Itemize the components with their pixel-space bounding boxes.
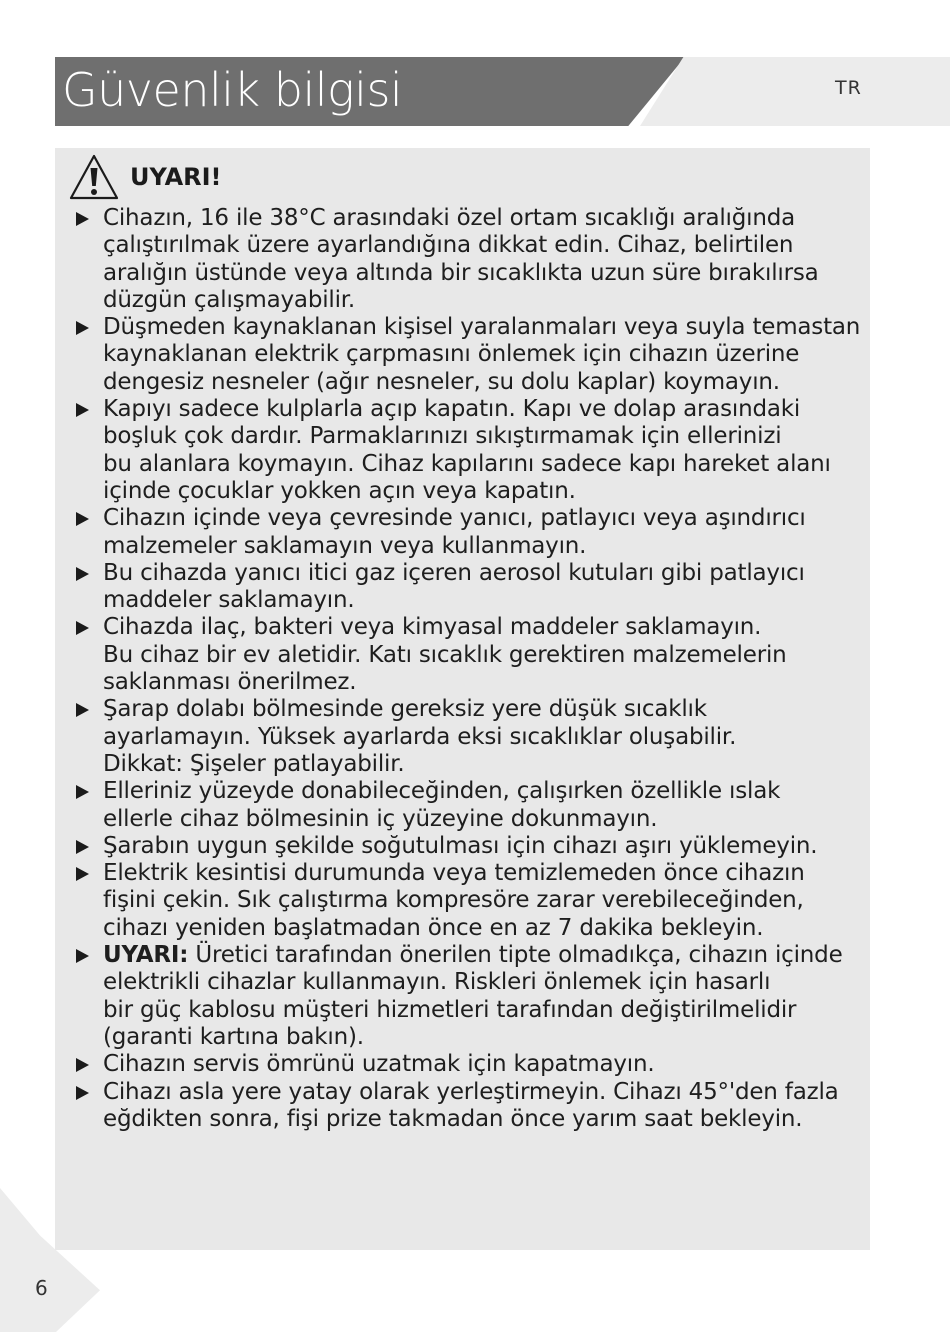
bullet-arrow-icon: [76, 403, 89, 417]
page-number: 6: [35, 1276, 48, 1300]
warning-list-item: [70, 696, 870, 778]
warning-item-line: Cihazı asla yere yatay olarak yerleştirmeyin. Cihazı 45°'den fazla: [103, 1078, 839, 1105]
warning-item-line: boşluk çok dardır. Parmaklarınızı sıkıştırmamak için ellerinizi: [103, 423, 782, 450]
warning-prefix: UYARI:: [103, 942, 189, 969]
warning-item-line: ellerle cihaz bölmesinin iç yüzeyine dokunmayın.: [103, 805, 658, 832]
warning-item-line: Elleriniz yüzeyde donabileceğinden, çalışırken özellikle ıslak: [103, 778, 781, 805]
bullet-arrow-icon: [76, 1086, 89, 1100]
warning-item-line: maddeler saklamayın.: [103, 587, 355, 614]
warning-item-line: Şarap dolabı bölmesinde gereksiz yere düşük sıcaklık: [103, 696, 707, 723]
language-tab: [640, 57, 950, 126]
warning-item-line: Düşmeden kaynaklanan kişisel yaralanmaları veya suyla temastan: [103, 314, 861, 341]
warning-list-item: [70, 614, 870, 696]
warning-list-item: [70, 314, 870, 396]
warning-list-item: [70, 1079, 870, 1134]
warning-title: UYARI!: [130, 163, 222, 191]
warning-item-line: saklanması önerilmez.: [103, 669, 357, 696]
warning-item-line: eğdikten sonra, fişi prize takmadan önce yarım saat bekleyin.: [103, 1105, 803, 1132]
bullet-arrow-icon: [76, 949, 89, 963]
warning-item-line: Şarabın uygun şekilde soğutulması için cihazı aşırı yüklemeyin.: [103, 832, 818, 859]
warning-item-line: Cihazın içinde veya çevresinde yanıcı, patlayıcı veya aşındırıcı: [103, 505, 806, 532]
bullet-arrow-icon: [76, 567, 89, 581]
warning-list-item: [70, 1051, 870, 1078]
warning-item-line: Kapıyı sadece kulplarla açıp kapatın. Kapı ve dolap arasındaki: [103, 396, 801, 423]
warning-item-line: (garanti kartına bakın).: [103, 1023, 364, 1050]
bullet-arrow-icon: [76, 212, 89, 226]
warning-list-item: [70, 505, 870, 560]
warning-list-item: [70, 942, 870, 1051]
warning-item-line: kaynaklanan elektrik çarpmasını önlemek için cihazın üzerine: [103, 341, 800, 368]
warning-item-line: ayarlamayın. Yüksek ayarlarda eksi sıcaklıklar oluşabilir.: [103, 723, 737, 750]
warning-item-line: çalıştırılmak üzere ayarlandığına dikkat edin. Cihaz, belirtilen: [103, 232, 794, 259]
bullet-arrow-icon: [76, 867, 89, 881]
warning-item-line: Cihazda ilaç, bakteri veya kimyasal maddeler saklamayın.: [103, 614, 762, 641]
warning-list-item: [70, 205, 870, 314]
warning-item-line: düzgün çalışmayabilir.: [103, 286, 356, 313]
warning-item-line: [103, 942, 870, 969]
warning-item-line: malzemeler saklamayın veya kullanmayın.: [103, 532, 587, 559]
warning-item-line: dengesiz nesneler (ağır nesneler, su dolu kaplar) koymayın.: [103, 368, 780, 395]
warning-triangle-icon: [68, 153, 120, 201]
warning-item-line: Elektrik kesintisi durumunda veya temizlemeden önce cihazın: [103, 860, 805, 887]
page-title: Güvenlik bilgisi: [62, 63, 403, 117]
safety-warning-list: [70, 205, 870, 1133]
warning-item-line: fişini çekin. Sık çalıştırma kompresöre zarar verebileceğinden,: [103, 887, 804, 914]
warning-list-item: [70, 778, 870, 833]
bullet-arrow-icon: [76, 1058, 89, 1072]
bullet-arrow-icon: [76, 512, 89, 526]
bullet-arrow-icon: [76, 785, 89, 799]
bullet-arrow-icon: [76, 703, 89, 717]
warning-list-item: [70, 860, 870, 942]
bullet-arrow-icon: [76, 621, 89, 635]
warning-item-line: Dikkat: Şişeler patlayabilir.: [103, 750, 405, 777]
warning-item-line: Cihazın, 16 ile 38°C arasındaki özel ortam sıcaklığı aralığında: [103, 205, 795, 231]
warning-item-line: içinde çocuklar yokken açın veya kapatın.: [103, 477, 576, 504]
language-label: TR: [835, 77, 862, 99]
bullet-arrow-icon: [76, 321, 89, 335]
warning-heading: [68, 153, 222, 201]
warning-item-line: bir güç kablosu müşteri hizmetleri tarafından değiştirilmelidir: [103, 996, 797, 1023]
warning-item-line: bu alanlara koymayın. Cihaz kapılarını sadece kapı hareket alanı: [103, 450, 831, 477]
warning-item-line: aralığın üstünde veya altında bir sıcaklıkta uzun süre bırakılırsa: [103, 259, 819, 286]
warning-item-line: Bu cihazda yanıcı itici gaz içeren aerosol kutuları gibi patlayıcı: [103, 559, 805, 586]
warning-item-line: Cihazın servis ömrünü uzatmak için kapatmayın.: [103, 1051, 655, 1078]
warning-item-line: Bu cihaz bir ev aletidir. Katı sıcaklık gerektiren malzemelerin: [103, 641, 787, 668]
warning-list-item: [70, 560, 870, 615]
warning-list-item: [70, 833, 870, 860]
warning-list-item: [70, 396, 870, 505]
bullet-arrow-icon: [76, 840, 89, 854]
warning-item-text: Üretici tarafından önerilen tipte olmadıkça, cihazın içinde: [188, 942, 843, 969]
warning-item-line: elektrikli cihazlar kullanmayın. Riskleri önlemek için hasarlı: [103, 969, 771, 996]
warning-item-line: cihazı yeniden başlatmadan önce en az 7 dakika bekleyin.: [103, 914, 764, 941]
